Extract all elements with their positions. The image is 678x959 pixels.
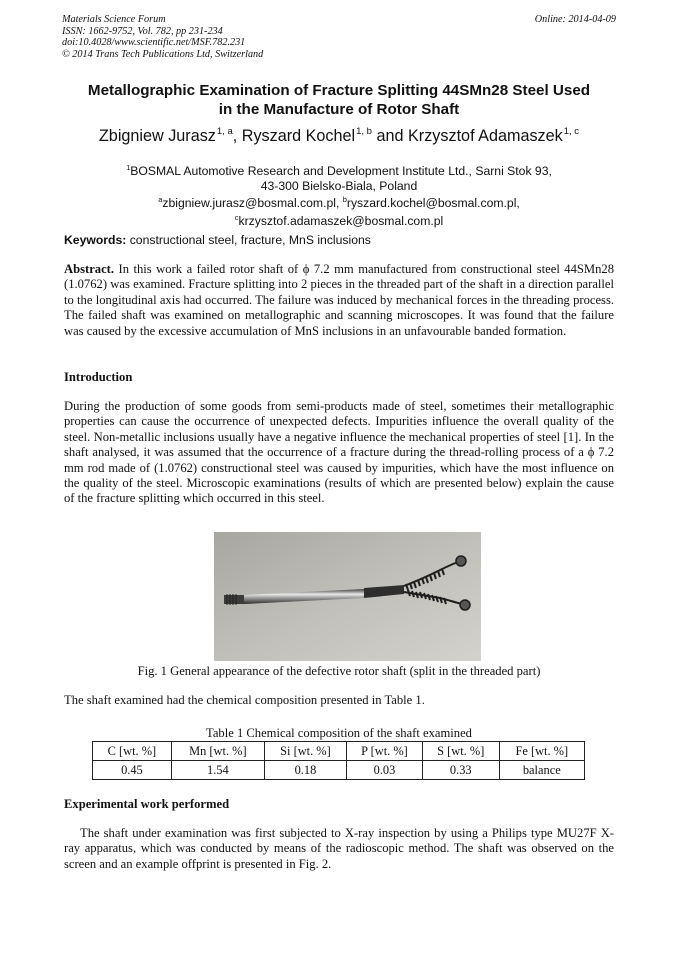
affiliation-address: BOSMAL Automotive Research and Development Institute Ltd., Sarni Stok 93, (130, 164, 552, 178)
paper-title-line2: in the Manufacture of Rotor Shaft (218, 100, 460, 118)
journal-header (62, 14, 263, 60)
affiliation-emails (40, 193, 638, 211)
keywords-label: Keywords: (64, 233, 127, 247)
affiliation-emails (40, 211, 638, 229)
affiliation-block (40, 161, 638, 228)
paper-title-line1: Metallographic Examination of Fracture Splitting 44SMn28 Steel Used (87, 82, 591, 99)
section-heading-experimental: Experimental work performed (64, 797, 230, 811)
table-header-cell: Mn [wt. %] (171, 742, 264, 761)
affiliation-city: 43-300 Bielsko-Biala, Poland (260, 178, 418, 193)
author-superscript: 1, a (216, 126, 233, 137)
journal-copyright: © 2014 Trans Tech Publications Ltd, Switzerland (62, 48, 264, 60)
table-1-caption: Table 1 Chemical composition of the shaft examined (206, 726, 472, 740)
paper-title (40, 82, 638, 119)
keywords (64, 233, 371, 247)
table-header-cell: S [wt. %] (422, 742, 499, 761)
email-superscript: a (158, 195, 163, 205)
table-cell: 0.18 (264, 761, 346, 780)
journal-issn: ISSN: 1662-9752, Vol. 782, pp 231-234 (62, 25, 223, 37)
abstract-label: Abstract. (64, 262, 115, 276)
email-link[interactable]: ryszard.kochel@bosmal.com.pl, (346, 196, 520, 211)
table-header-cell: Fe [wt. %] (499, 742, 584, 761)
experimental-paragraph: The shaft under examination was first subjected to X-ray inspection by using a Philips type MU27F X-ray apparatus, which was conducted by means of the radioscopic method. The shaft was observed on the screen and an example offprint is presented in Fig. 2. (64, 826, 614, 871)
introduction-paragraph: During the production of some goods from semi-products made of steel, sometimes their metallographic properties can cause the occurrence of unexpected defects. Impurities influence the overall quality of the steel. Non-metallic inclusions usually have a negative influence the mechanical properties of steel [1]. In the shaft analysed, it was assumed that the occurrence of a fracture during the thread-rolling process of a ϕ 7.2 mm rod made of (1.0762) constructional steel was caused by impurities, which have the most influence on the quality of the steel. Microscopic examinations (results of which are presented below) explain the cause of the fracture splitting which occurred in this steel. (64, 399, 614, 506)
abstract-text: In this work a failed rotor shaft of ϕ 7.2 mm manufactured from constructional steel 44SMn28 (1.0762) was examined. Fracture splitting into 2 pieces in the threaded part of the shaft in a direction parallel to the longitudinal axis had occurred. The failure was induced by mechanical forces in the threading process. The failed shaft was examined on metallographic and scanning microscopes. It was found that the failure was caused by the excessive accumulation of MnS inclusions in an unfavourable banded formation. (64, 262, 614, 338)
table-header-cell: C [wt. %] (93, 742, 172, 761)
table-cell: 0.45 (93, 761, 172, 780)
email-link[interactable]: zbigniew.jurasz@bosmal.com.pl, (162, 196, 340, 211)
affiliation-superscript: 1 (126, 163, 131, 172)
shaft-end-knob (456, 556, 466, 566)
author-list (30, 126, 648, 146)
abstract (64, 262, 614, 339)
author-separator: , (232, 127, 242, 145)
section-heading-introduction: Introduction (64, 370, 133, 384)
journal-name: Materials Science Forum (62, 14, 166, 25)
author-superscript: 1, c (563, 126, 580, 137)
figure-rotor-shaft-photo (214, 532, 481, 661)
email-superscript: c (234, 212, 239, 222)
email-superscript: b (342, 195, 347, 205)
author-name: Krzysztof Adamaszek (408, 127, 563, 145)
email-link[interactable]: krzysztof.adamaszek@bosmal.com.pl (238, 213, 444, 228)
table-cell: 0.03 (347, 761, 423, 780)
table-row (93, 761, 585, 780)
journal-doi: doi:10.4028/www.scientific.net/MSF.782.231 (62, 37, 246, 49)
online-date: Online: 2014-04-09 (534, 14, 616, 25)
table-cell: balance (499, 761, 584, 780)
figure-1-caption: Fig. 1 General appearance of the defective rotor shaft (split in the threaded part) (137, 664, 541, 678)
chemical-composition-table (92, 741, 585, 780)
author-name: Ryszard Kochel (241, 127, 356, 145)
author-separator: and (371, 127, 408, 145)
affiliation-line (40, 161, 638, 179)
table-cell: 0.33 (422, 761, 499, 780)
table-header-row (93, 742, 585, 761)
shaft-left-end (224, 594, 244, 605)
table-header-cell: Si [wt. %] (264, 742, 346, 761)
table-intro: The shaft examined had the chemical composition presented in Table 1. (64, 693, 425, 707)
author-superscript: 1, b (356, 126, 372, 137)
author-name: Zbigniew Jurasz (98, 127, 216, 145)
table-header-cell: P [wt. %] (347, 742, 423, 761)
shaft-end-knob (460, 600, 470, 610)
keywords-text: constructional steel, fracture, MnS inclusions (126, 233, 371, 247)
table-cell: 1.54 (171, 761, 264, 780)
